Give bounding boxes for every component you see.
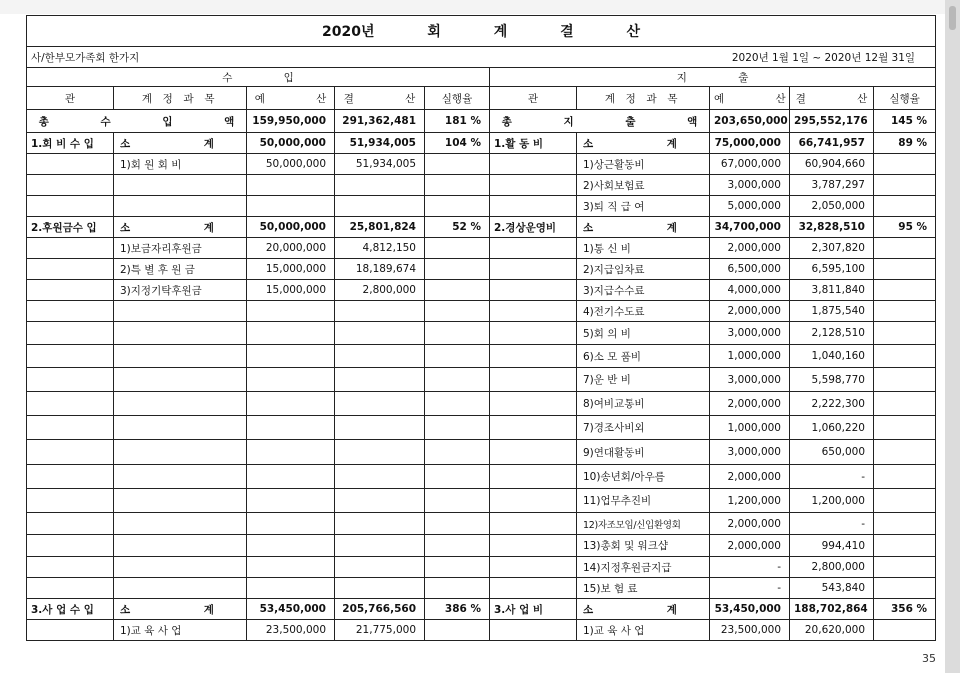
income-rate	[425, 578, 490, 599]
income-settlement	[335, 513, 425, 535]
expense-account: 2)지급임차료	[577, 259, 710, 280]
income-budget	[247, 535, 335, 557]
income-settlement	[335, 489, 425, 513]
income-gwan	[27, 301, 114, 322]
income-gwan	[27, 416, 114, 440]
income-rate: 386 %	[425, 599, 490, 620]
header-budget: 예 산	[247, 87, 335, 110]
header-gwan: 관	[27, 87, 114, 110]
income-account	[114, 368, 247, 392]
expense-account: 9)연대활동비	[577, 440, 710, 465]
expense-gwan	[490, 557, 577, 578]
expense-section-label: 지 출	[490, 68, 936, 87]
table-row	[27, 175, 936, 196]
income-account: 1)보금자리후원금	[114, 238, 247, 259]
income-settlement: 4,812,150	[335, 238, 425, 259]
expense-settlement: 2,222,300	[790, 392, 874, 416]
expense-gwan	[490, 345, 577, 368]
total-row	[27, 110, 936, 133]
income-rate	[425, 440, 490, 465]
expense-rate	[874, 489, 936, 513]
table-row	[27, 322, 936, 345]
expense-budget: 2,000,000	[710, 465, 790, 489]
subtotal-row	[27, 217, 936, 238]
expense-rate	[874, 392, 936, 416]
income-gwan	[27, 578, 114, 599]
expense-account: 3)퇴 직 급 여	[577, 196, 710, 217]
expense-account: 1)교 육 사 업	[577, 620, 710, 641]
expense-total-settlement: 295,552,176	[790, 110, 874, 133]
header-budget: 예 산	[710, 87, 790, 110]
income-budget: 20,000,000	[247, 238, 335, 259]
expense-gwan	[490, 465, 577, 489]
expense-rate	[874, 259, 936, 280]
income-settlement	[335, 578, 425, 599]
expense-rate	[874, 196, 936, 217]
income-budget	[247, 368, 335, 392]
income-budget	[247, 465, 335, 489]
income-settlement: 51,934,005	[335, 133, 425, 154]
expense-settlement: -	[790, 465, 874, 489]
expense-settlement: 1,040,160	[790, 345, 874, 368]
income-budget	[247, 175, 335, 196]
expense-gwan	[490, 368, 577, 392]
income-settlement	[335, 368, 425, 392]
income-gwan	[27, 345, 114, 368]
header-rate: 실행율	[425, 87, 490, 110]
table-row	[27, 489, 936, 513]
income-rate	[425, 368, 490, 392]
income-section-label: 수 입	[27, 68, 490, 87]
table-row	[27, 535, 936, 557]
expense-rate	[874, 513, 936, 535]
income-gwan	[27, 322, 114, 345]
expense-budget: 3,000,000	[710, 368, 790, 392]
income-total-label: 총 수 입 액	[27, 110, 247, 133]
income-budget	[247, 322, 335, 345]
table-row	[27, 259, 936, 280]
income-rate	[425, 416, 490, 440]
expense-settlement: 2,128,510	[790, 322, 874, 345]
expense-account: 15)보 험 료	[577, 578, 710, 599]
expense-budget: 67,000,000	[710, 154, 790, 175]
expense-budget: 3,000,000	[710, 175, 790, 196]
income-settlement	[335, 416, 425, 440]
income-settlement	[335, 196, 425, 217]
expense-total-label: 총 지 출 액	[490, 110, 710, 133]
income-gwan	[27, 392, 114, 416]
expense-rate	[874, 440, 936, 465]
expense-settlement: 2,800,000	[790, 557, 874, 578]
income-gwan	[27, 489, 114, 513]
expense-budget: 1,200,000	[710, 489, 790, 513]
income-rate	[425, 154, 490, 175]
income-gwan	[27, 465, 114, 489]
title-row	[27, 16, 936, 47]
income-settlement: 205,766,560	[335, 599, 425, 620]
period: 2020년 1월 1일 ~ 2020년 12월 31일	[490, 47, 936, 68]
expense-settlement: 543,840	[790, 578, 874, 599]
expense-rate	[874, 578, 936, 599]
income-rate	[425, 345, 490, 368]
expense-settlement: 2,307,820	[790, 238, 874, 259]
expense-account: 3)지급수수료	[577, 280, 710, 301]
income-gwan: 1.회 비 수 입	[27, 133, 114, 154]
income-budget	[247, 416, 335, 440]
expense-gwan	[490, 280, 577, 301]
income-rate: 104 %	[425, 133, 490, 154]
expense-rate	[874, 301, 936, 322]
expense-budget: 2,000,000	[710, 513, 790, 535]
settlement-table	[26, 15, 936, 641]
expense-budget: 1,000,000	[710, 345, 790, 368]
expense-account: 7)운 반 비	[577, 368, 710, 392]
income-rate	[425, 620, 490, 641]
income-account: 3)지정기탁후원금	[114, 280, 247, 301]
expense-budget: 2,000,000	[710, 392, 790, 416]
income-budget	[247, 489, 335, 513]
income-budget	[247, 513, 335, 535]
expense-gwan	[490, 322, 577, 345]
table-row	[27, 465, 936, 489]
table-row	[27, 196, 936, 217]
expense-settlement: 188,702,864	[790, 599, 874, 620]
expense-budget: 53,450,000	[710, 599, 790, 620]
income-budget: 50,000,000	[247, 133, 335, 154]
income-total-settlement: 291,362,481	[335, 110, 425, 133]
income-settlement	[335, 392, 425, 416]
expense-settlement: -	[790, 513, 874, 535]
expense-budget: 3,000,000	[710, 322, 790, 345]
income-gwan	[27, 259, 114, 280]
expense-settlement: 994,410	[790, 535, 874, 557]
expense-gwan	[490, 154, 577, 175]
expense-budget: 3,000,000	[710, 440, 790, 465]
table-row	[27, 301, 936, 322]
expense-rate: 89 %	[874, 133, 936, 154]
income-budget	[247, 196, 335, 217]
header-settlement: 결 산	[335, 87, 425, 110]
income-settlement	[335, 175, 425, 196]
expense-settlement: 5,598,770	[790, 368, 874, 392]
expense-settlement: 66,741,957	[790, 133, 874, 154]
income-rate	[425, 465, 490, 489]
income-rate	[425, 392, 490, 416]
expense-account: 7)경조사비외	[577, 416, 710, 440]
table-row	[27, 154, 936, 175]
expense-gwan: 3.사 업 비	[490, 599, 577, 620]
income-rate	[425, 301, 490, 322]
expense-rate	[874, 416, 936, 440]
table-row	[27, 368, 936, 392]
income-gwan	[27, 513, 114, 535]
expense-budget: 34,700,000	[710, 217, 790, 238]
expense-settlement: 3,811,840	[790, 280, 874, 301]
page-number: 35	[922, 652, 936, 665]
expense-budget: 23,500,000	[710, 620, 790, 641]
expense-gwan	[490, 238, 577, 259]
expense-total-rate: 145 %	[874, 110, 936, 133]
expense-gwan	[490, 392, 577, 416]
expense-rate	[874, 175, 936, 196]
income-account	[114, 416, 247, 440]
income-account	[114, 557, 247, 578]
table-row	[27, 557, 936, 578]
expense-total-budget: 203,650,000	[710, 110, 790, 133]
income-rate	[425, 322, 490, 345]
org-row	[27, 47, 936, 68]
income-budget: 23,500,000	[247, 620, 335, 641]
income-rate	[425, 535, 490, 557]
expense-gwan	[490, 175, 577, 196]
income-settlement: 21,775,000	[335, 620, 425, 641]
column-header-row	[27, 87, 936, 110]
table-row	[27, 440, 936, 465]
income-account	[114, 513, 247, 535]
page-title: 2020년 회 계 결 산	[27, 16, 936, 47]
table-row	[27, 280, 936, 301]
income-settlement: 2,800,000	[335, 280, 425, 301]
expense-rate	[874, 535, 936, 557]
expense-gwan	[490, 513, 577, 535]
income-rate: 52 %	[425, 217, 490, 238]
income-account: 소 계	[114, 133, 247, 154]
income-account	[114, 392, 247, 416]
income-gwan	[27, 154, 114, 175]
expense-account: 소 계	[577, 599, 710, 620]
income-account	[114, 345, 247, 368]
table-row	[27, 238, 936, 259]
expense-rate: 95 %	[874, 217, 936, 238]
income-account	[114, 489, 247, 513]
expense-settlement: 20,620,000	[790, 620, 874, 641]
income-settlement	[335, 345, 425, 368]
income-settlement: 25,801,824	[335, 217, 425, 238]
table-row	[27, 392, 936, 416]
income-account	[114, 465, 247, 489]
expense-budget: 4,000,000	[710, 280, 790, 301]
expense-settlement: 1,875,540	[790, 301, 874, 322]
expense-budget: 6,500,000	[710, 259, 790, 280]
income-settlement: 51,934,005	[335, 154, 425, 175]
income-rate	[425, 280, 490, 301]
income-budget	[247, 557, 335, 578]
subtotal-row	[27, 599, 936, 620]
expense-settlement: 2,050,000	[790, 196, 874, 217]
income-rate	[425, 196, 490, 217]
expense-budget: 1,000,000	[710, 416, 790, 440]
expense-settlement: 1,200,000	[790, 489, 874, 513]
expense-settlement: 60,904,660	[790, 154, 874, 175]
income-settlement	[335, 535, 425, 557]
expense-settlement: 32,828,510	[790, 217, 874, 238]
income-settlement	[335, 465, 425, 489]
expense-account: 소 계	[577, 217, 710, 238]
expense-budget: 2,000,000	[710, 238, 790, 259]
expense-settlement: 650,000	[790, 440, 874, 465]
expense-budget: -	[710, 557, 790, 578]
income-account	[114, 175, 247, 196]
expense-account: 10)송년회/아우름	[577, 465, 710, 489]
table-row	[27, 416, 936, 440]
table-row	[27, 578, 936, 599]
expense-account: 14)지정후원금지급	[577, 557, 710, 578]
income-account: 소 계	[114, 217, 247, 238]
income-budget: 15,000,000	[247, 259, 335, 280]
expense-gwan	[490, 259, 577, 280]
section-row	[27, 68, 936, 87]
income-total-budget: 159,950,000	[247, 110, 335, 133]
expense-rate	[874, 620, 936, 641]
expense-rate: 356 %	[874, 599, 936, 620]
income-total-rate: 181 %	[425, 110, 490, 133]
income-account	[114, 440, 247, 465]
expense-gwan: 2.경상운영비	[490, 217, 577, 238]
expense-account: 8)여비교통비	[577, 392, 710, 416]
income-gwan	[27, 175, 114, 196]
header-rate: 실행율	[874, 87, 936, 110]
header-account: 계 정 과 목	[114, 87, 247, 110]
expense-gwan	[490, 620, 577, 641]
expense-gwan: 1.활 동 비	[490, 133, 577, 154]
table-row	[27, 345, 936, 368]
income-account	[114, 301, 247, 322]
header-gwan: 관	[490, 87, 577, 110]
expense-rate	[874, 322, 936, 345]
income-rate	[425, 238, 490, 259]
expense-gwan	[490, 535, 577, 557]
scrollbar-thumb[interactable]	[949, 6, 956, 30]
income-account: 2)특 별 후 원 금	[114, 259, 247, 280]
expense-gwan	[490, 416, 577, 440]
expense-gwan	[490, 196, 577, 217]
income-budget: 15,000,000	[247, 280, 335, 301]
expense-account: 2)사회보험료	[577, 175, 710, 196]
expense-budget: 5,000,000	[710, 196, 790, 217]
expense-settlement: 6,595,100	[790, 259, 874, 280]
viewer-top-band	[0, 0, 960, 14]
expense-account: 13)총회 및 워크샵	[577, 535, 710, 557]
expense-account: 4)전기수도료	[577, 301, 710, 322]
income-gwan	[27, 368, 114, 392]
income-budget	[247, 345, 335, 368]
income-rate	[425, 259, 490, 280]
income-gwan	[27, 238, 114, 259]
income-account: 1)교 육 사 업	[114, 620, 247, 641]
expense-rate	[874, 557, 936, 578]
expense-budget: 2,000,000	[710, 535, 790, 557]
income-gwan	[27, 196, 114, 217]
income-account	[114, 196, 247, 217]
income-budget	[247, 301, 335, 322]
income-settlement	[335, 322, 425, 345]
income-budget: 50,000,000	[247, 154, 335, 175]
income-settlement	[335, 557, 425, 578]
expense-account: 5)회 의 비	[577, 322, 710, 345]
header-account: 계 정 과 목	[577, 87, 710, 110]
income-budget	[247, 392, 335, 416]
income-budget	[247, 578, 335, 599]
income-gwan	[27, 620, 114, 641]
expense-rate	[874, 280, 936, 301]
income-gwan	[27, 557, 114, 578]
expense-account: 11)업무추진비	[577, 489, 710, 513]
income-rate	[425, 175, 490, 196]
expense-gwan	[490, 489, 577, 513]
expense-budget: -	[710, 578, 790, 599]
income-account	[114, 578, 247, 599]
expense-account: 12)자조모임/신입환영회	[577, 513, 710, 535]
expense-budget: 75,000,000	[710, 133, 790, 154]
income-gwan	[27, 535, 114, 557]
income-rate	[425, 513, 490, 535]
income-account: 1)회 원 회 비	[114, 154, 247, 175]
expense-budget: 2,000,000	[710, 301, 790, 322]
table-row	[27, 513, 936, 535]
header-settlement: 결 산	[790, 87, 874, 110]
expense-account: 1)상근활동비	[577, 154, 710, 175]
income-budget: 50,000,000	[247, 217, 335, 238]
subtotal-row	[27, 133, 936, 154]
ledger-body	[27, 133, 936, 641]
organization-name: 사/한부모가족회 한가지	[27, 47, 490, 68]
income-settlement	[335, 440, 425, 465]
expense-account: 소 계	[577, 133, 710, 154]
income-account	[114, 535, 247, 557]
expense-rate	[874, 368, 936, 392]
expense-rate	[874, 154, 936, 175]
expense-account: 1)통 신 비	[577, 238, 710, 259]
income-account	[114, 322, 247, 345]
expense-gwan	[490, 301, 577, 322]
income-gwan: 2.후원금수 입	[27, 217, 114, 238]
expense-gwan	[490, 440, 577, 465]
scrollbar[interactable]	[945, 0, 960, 673]
income-rate	[425, 557, 490, 578]
income-gwan	[27, 440, 114, 465]
income-budget	[247, 440, 335, 465]
income-rate	[425, 489, 490, 513]
income-settlement: 18,189,674	[335, 259, 425, 280]
expense-rate	[874, 238, 936, 259]
expense-rate	[874, 465, 936, 489]
expense-account: 6)소 모 품비	[577, 345, 710, 368]
income-gwan: 3.사 업 수 입	[27, 599, 114, 620]
expense-rate	[874, 345, 936, 368]
income-gwan	[27, 280, 114, 301]
expense-settlement: 1,060,220	[790, 416, 874, 440]
income-account: 소 계	[114, 599, 247, 620]
income-settlement	[335, 301, 425, 322]
income-budget: 53,450,000	[247, 599, 335, 620]
table-row	[27, 620, 936, 641]
expense-gwan	[490, 578, 577, 599]
expense-settlement: 3,787,297	[790, 175, 874, 196]
